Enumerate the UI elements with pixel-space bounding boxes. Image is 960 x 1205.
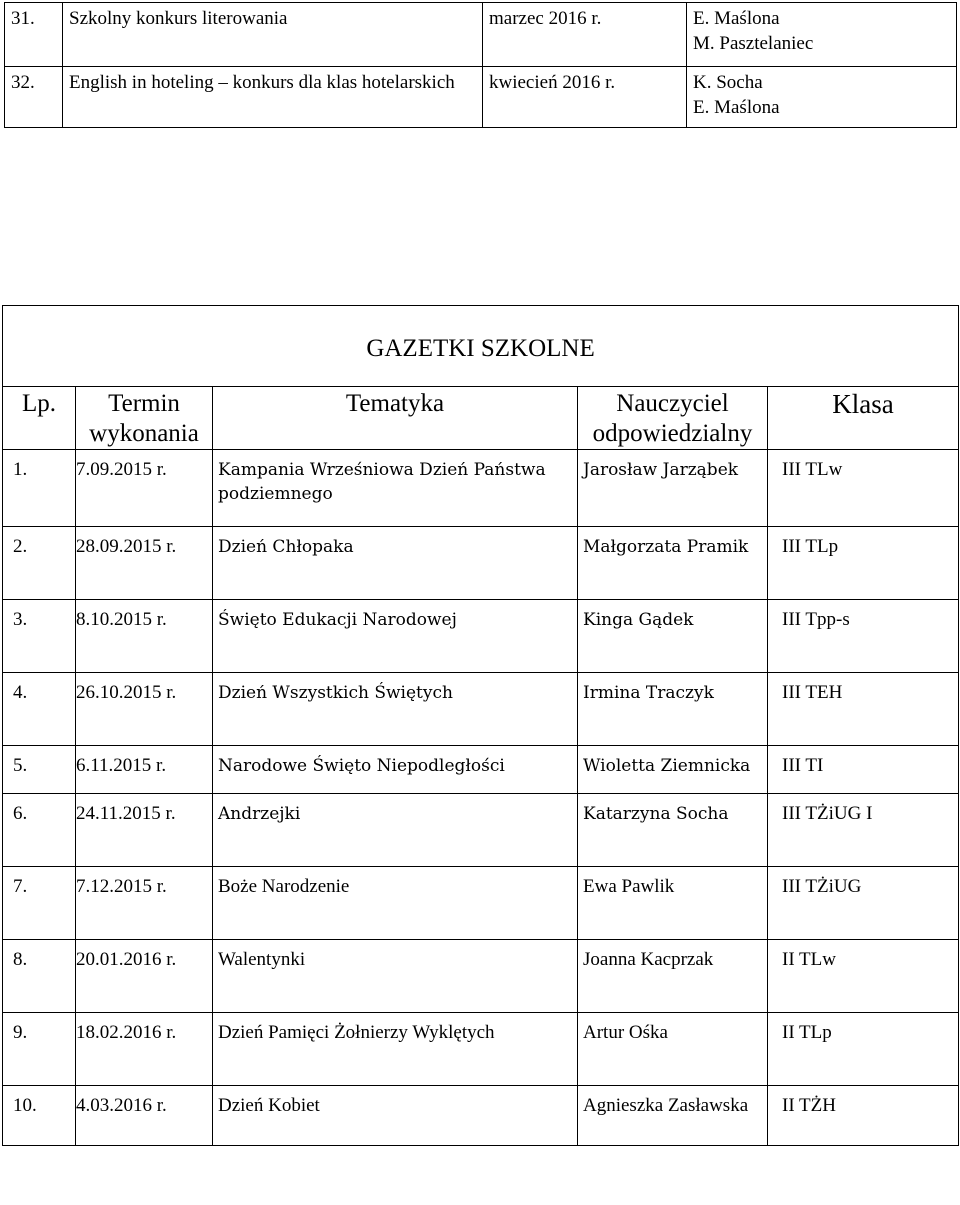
row-lp: 9. [3,1013,76,1086]
row-termin: 28.09.2015 r. [76,527,213,600]
row-lp: 10. [3,1086,76,1146]
event-name: English in hoteling – konkurs dla klas hotelarskich [63,67,483,128]
table-row [5,67,957,128]
row-termin: 26.10.2015 r. [76,673,213,746]
row-lp: 5. [3,746,76,794]
row-klasa: III TLw [768,450,959,527]
row-lp: 3. [3,600,76,673]
row-lp: 7. [3,867,76,940]
table-row [3,673,959,746]
table-row [3,450,959,527]
row-number: 31. [5,3,63,67]
table-row [3,1086,959,1146]
row-klasa: III TI [768,746,959,794]
teacher-name: E. Maślona [693,97,780,118]
row-lp: 2. [3,527,76,600]
table-row [3,600,959,673]
teacher-name: M. Pasztelaniec [693,33,814,54]
row-nauczyciel: Wioletta Ziemnicka [578,746,768,794]
header-lp: Lp. [3,387,76,450]
table-title: GAZETKI SZKOLNE [3,306,959,387]
row-klasa: II TLw [768,940,959,1013]
row-tematyka: Dzień Wszystkich Świętych [213,673,578,746]
row-termin: 20.01.2016 r. [76,940,213,1013]
table-row [3,527,959,600]
row-lp: 8. [3,940,76,1013]
row-tematyka: Walentynki [213,940,578,1013]
event-date: marzec 2016 r. [483,3,687,67]
header-nauczyciel: Nauczyciel odpowiedzialny [578,387,768,450]
teacher-name: E. Maślona [693,8,780,29]
row-klasa: III TLp [768,527,959,600]
row-nauczyciel: Kinga Gądek [578,600,768,673]
row-klasa: III TEH [768,673,959,746]
row-termin: 24.11.2015 r. [76,794,213,867]
row-tematyka: Święto Edukacji Narodowej [213,600,578,673]
events-table-continuation [4,2,957,128]
row-tematyka: Boże Narodzenie [213,867,578,940]
event-teachers [687,67,957,128]
teacher-name: K. Socha [693,72,763,93]
row-termin: 8.10.2015 r. [76,600,213,673]
gazetki-table [2,305,959,1146]
row-tematyka: Narodowe Święto Niepodległości [213,746,578,794]
row-lp: 4. [3,673,76,746]
row-tematyka: Kampania Wrześniowa Dzień Państwa podziemnego [213,450,578,527]
table-row [3,940,959,1013]
header-klasa: Klasa [768,387,959,450]
row-termin: 6.11.2015 r. [76,746,213,794]
row-termin: 7.12.2015 r. [76,867,213,940]
table-row [3,867,959,940]
event-date: kwiecień 2016 r. [483,67,687,128]
row-tematyka: Dzień Kobiet [213,1086,578,1146]
row-nauczyciel: Jarosław Jarząbek [578,450,768,527]
row-tematyka: Andrzejki [213,794,578,867]
header-tematyka: Tematyka [213,387,578,450]
event-name: Szkolny konkurs literowania [63,3,483,67]
row-klasa: II TLp [768,1013,959,1086]
row-termin: 7.09.2015 r. [76,450,213,527]
row-nauczyciel: Artur Ośka [578,1013,768,1086]
row-klasa: III TŻiUG I [768,794,959,867]
row-klasa: III TŻiUG [768,867,959,940]
row-termin: 18.02.2016 r. [76,1013,213,1086]
row-tematyka: Dzień Pamięci Żołnierzy Wyklętych [213,1013,578,1086]
row-tematyka: Dzień Chłopaka [213,527,578,600]
table-title-row [3,306,959,387]
row-nauczyciel: Katarzyna Socha [578,794,768,867]
row-nauczyciel: Małgorzata Pramik [578,527,768,600]
row-klasa: III Tpp-s [768,600,959,673]
table-row [5,3,957,67]
row-nauczyciel: Joanna Kacprzak [578,940,768,1013]
table-header-row [3,387,959,450]
event-teachers [687,3,957,67]
header-termin: Termin wykonania [76,387,213,450]
row-nauczyciel: Agnieszka Zasławska [578,1086,768,1146]
table-row [3,794,959,867]
row-lp: 1. [3,450,76,527]
row-nauczyciel: Irmina Traczyk [578,673,768,746]
row-nauczyciel: Ewa Pawlik [578,867,768,940]
row-termin: 4.03.2016 r. [76,1086,213,1146]
row-number: 32. [5,67,63,128]
table-row [3,1013,959,1086]
row-klasa: II TŻH [768,1086,959,1146]
row-lp: 6. [3,794,76,867]
table-row [3,746,959,794]
